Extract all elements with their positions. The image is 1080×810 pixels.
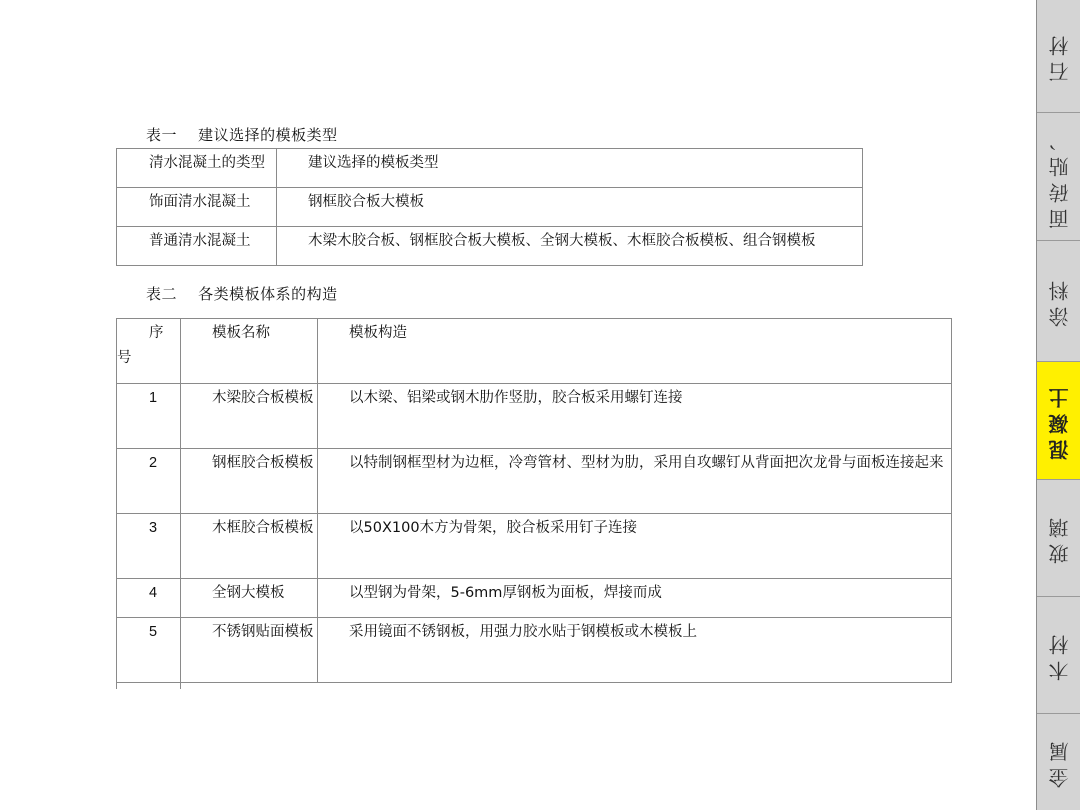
table2-caption: 表二 各类模板体系的构造 bbox=[146, 285, 338, 303]
table-row bbox=[117, 514, 952, 579]
header-template-structure: 模板构造 bbox=[349, 325, 407, 341]
table-cell bbox=[117, 227, 277, 266]
table-cell bbox=[318, 449, 952, 514]
cell-text: 钢框胶合板大模板 bbox=[308, 194, 424, 210]
cell-text: 木梁木胶合板、钢框胶合板大模板、全钢大模板、木框胶合板模板、组合钢模板 bbox=[308, 233, 816, 249]
template-description: 以特制钢框型材为边框，冷弯管材、型材为肋，采用自攻螺钉从背面把次龙骨与面板连接起来 bbox=[349, 455, 944, 471]
table-cell bbox=[117, 149, 277, 188]
template-name: 木框胶合板模板 bbox=[212, 520, 314, 536]
table-cell bbox=[181, 449, 318, 514]
table-row bbox=[117, 579, 952, 618]
table-cell bbox=[181, 579, 318, 618]
table-cell bbox=[181, 319, 318, 384]
tab-label: 混凝土 bbox=[1047, 381, 1072, 460]
table-cell bbox=[117, 319, 181, 384]
template-name: 木梁胶合板模板 bbox=[212, 390, 314, 406]
table-cell bbox=[181, 683, 318, 690]
table-row bbox=[117, 384, 952, 449]
table-cell bbox=[117, 579, 181, 618]
template-name: 不锈钢贴面模板 bbox=[212, 624, 314, 640]
header-index bbox=[117, 319, 180, 371]
header-concrete-type: 清水混凝土的类型 bbox=[149, 155, 265, 171]
row-number: 3 bbox=[149, 520, 158, 536]
tab-metal[interactable] bbox=[1037, 714, 1080, 810]
table-cell bbox=[117, 188, 277, 227]
table-cell bbox=[318, 579, 952, 618]
table-header-row bbox=[117, 319, 952, 384]
header-template-name: 模板名称 bbox=[212, 325, 270, 341]
table-cell bbox=[277, 227, 863, 266]
tab-label: 石材 bbox=[1047, 30, 1072, 82]
header-index-part1: 序 bbox=[149, 325, 164, 341]
table-row bbox=[117, 227, 863, 266]
material-tab-strip bbox=[1036, 0, 1080, 810]
template-description: 采用镜面不锈钢板，用强力胶水贴于钢模板或木模板上 bbox=[349, 624, 697, 640]
template-description: 以木梁、铝梁或钢木肋作竖肋，胶合板采用螺钉连接 bbox=[349, 390, 683, 406]
table-cell bbox=[117, 514, 181, 579]
table-cell bbox=[117, 449, 181, 514]
header-template-type: 建议选择的模板类型 bbox=[308, 155, 439, 171]
tab-label: 木材 bbox=[1047, 629, 1072, 681]
template-name: 全钢大模板 bbox=[212, 585, 285, 601]
template-description: 以50X100木方为骨架，胶合板采用钉子连接 bbox=[349, 520, 638, 536]
header-index-part2: 号 bbox=[117, 350, 132, 366]
cell-text: 普通清水混凝土 bbox=[149, 233, 251, 249]
tab-label: 金属 bbox=[1047, 736, 1072, 788]
table-cell bbox=[318, 683, 952, 690]
table-cell bbox=[318, 618, 952, 683]
table-cell bbox=[318, 319, 952, 384]
table-cell bbox=[181, 384, 318, 449]
table-cell bbox=[318, 514, 952, 579]
table-cell bbox=[117, 618, 181, 683]
table-cell bbox=[277, 149, 863, 188]
table-cell bbox=[181, 618, 318, 683]
row-number: 1 bbox=[149, 390, 158, 406]
table-cell bbox=[318, 384, 952, 449]
table-cell bbox=[117, 384, 181, 449]
tab-stone[interactable] bbox=[1037, 0, 1080, 113]
template-type-table bbox=[116, 148, 863, 266]
table-cell bbox=[181, 514, 318, 579]
tab-coating[interactable] bbox=[1037, 241, 1080, 362]
row-number: 5 bbox=[149, 624, 158, 640]
table-row-trailing bbox=[117, 683, 952, 690]
template-name: 钢框胶合板模板 bbox=[212, 455, 314, 471]
tab-concrete[interactable] bbox=[1037, 362, 1080, 480]
template-description: 以型钢为骨架，5-6mm厚钢板为面板，焊接而成 bbox=[349, 585, 662, 601]
table1-caption: 表一 建议选择的模板类型 bbox=[146, 126, 338, 144]
table-cell bbox=[277, 188, 863, 227]
table-header-row bbox=[117, 149, 863, 188]
cell-text: 饰面清水混凝土 bbox=[149, 194, 251, 210]
tab-label: 玻璃 bbox=[1047, 512, 1072, 564]
table-cell bbox=[117, 683, 181, 690]
tab-label: 面砖贴、 bbox=[1047, 124, 1072, 229]
template-structure-table bbox=[116, 318, 952, 689]
tab-wood[interactable] bbox=[1037, 597, 1080, 714]
row-number: 4 bbox=[149, 585, 158, 601]
table-row bbox=[117, 449, 952, 514]
table-row bbox=[117, 188, 863, 227]
table-row bbox=[117, 618, 952, 683]
row-number: 2 bbox=[149, 455, 158, 471]
tab-tile[interactable] bbox=[1037, 113, 1080, 241]
tab-label: 涂料 bbox=[1047, 275, 1072, 327]
tab-glass[interactable] bbox=[1037, 480, 1080, 597]
